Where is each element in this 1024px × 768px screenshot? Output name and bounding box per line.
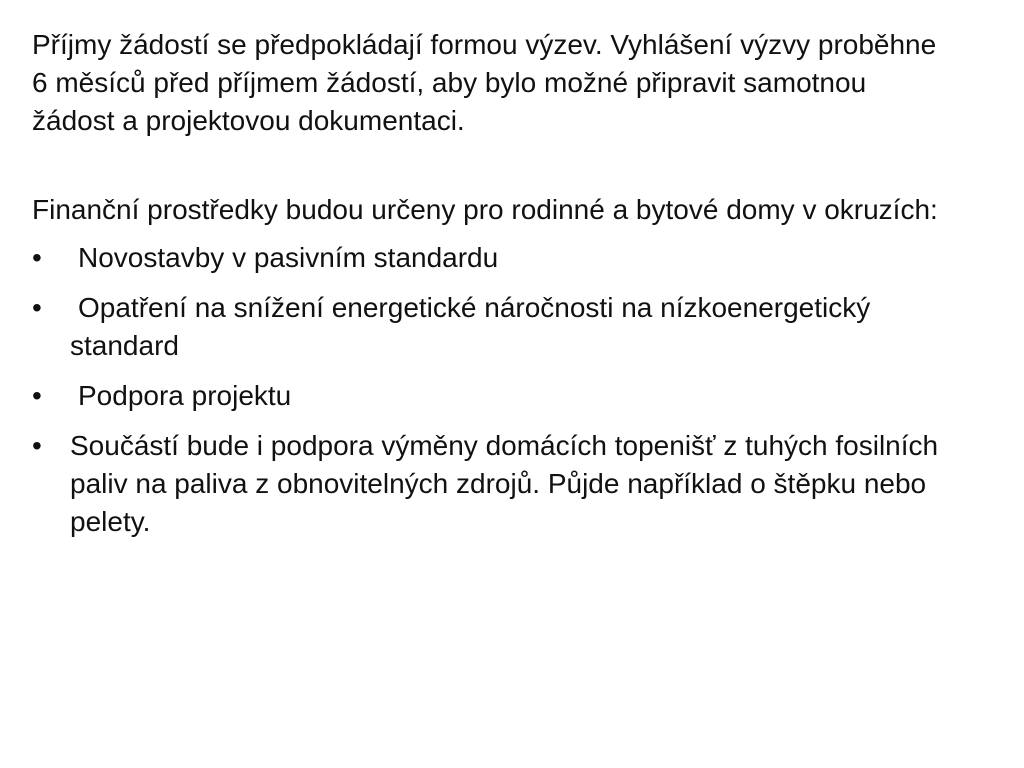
list-item-text: Součástí bude i podpora výměny domácích topenišť z tuhých fosilních paliv na paliva z obnovitelných zdrojů. Půjde například o štěpku nebo pelety.	[70, 430, 939, 537]
bullet-marker: •	[32, 380, 42, 411]
list-item-text: Opatření na snížení energetické náročnosti na nízkoenergetický standard	[70, 292, 871, 361]
list-item	[32, 377, 952, 415]
list-item	[32, 289, 952, 365]
intro-paragraph: Příjmy žádostí se předpokládají formou výzev. Vyhlášení výzvy proběhne 6 měsíců před příjmem žádostí, aby bylo možné připravit samotnou žádost a projektovou dokumentaci.	[32, 29, 937, 136]
bullet-marker: •	[32, 292, 42, 323]
funding-paragraph: Finanční prostředky budou určeny pro rodinné a bytové domy v okruzích:	[32, 194, 938, 225]
slide-content	[32, 26, 952, 541]
list-item	[32, 239, 952, 277]
funding-list	[32, 239, 952, 541]
list-item-text: Podpora projektu	[78, 380, 292, 411]
list-item	[32, 427, 952, 541]
bullet-marker: •	[32, 430, 42, 461]
list-item-text: Novostavby v pasivním standardu	[78, 242, 499, 273]
bullet-marker: •	[32, 242, 42, 273]
